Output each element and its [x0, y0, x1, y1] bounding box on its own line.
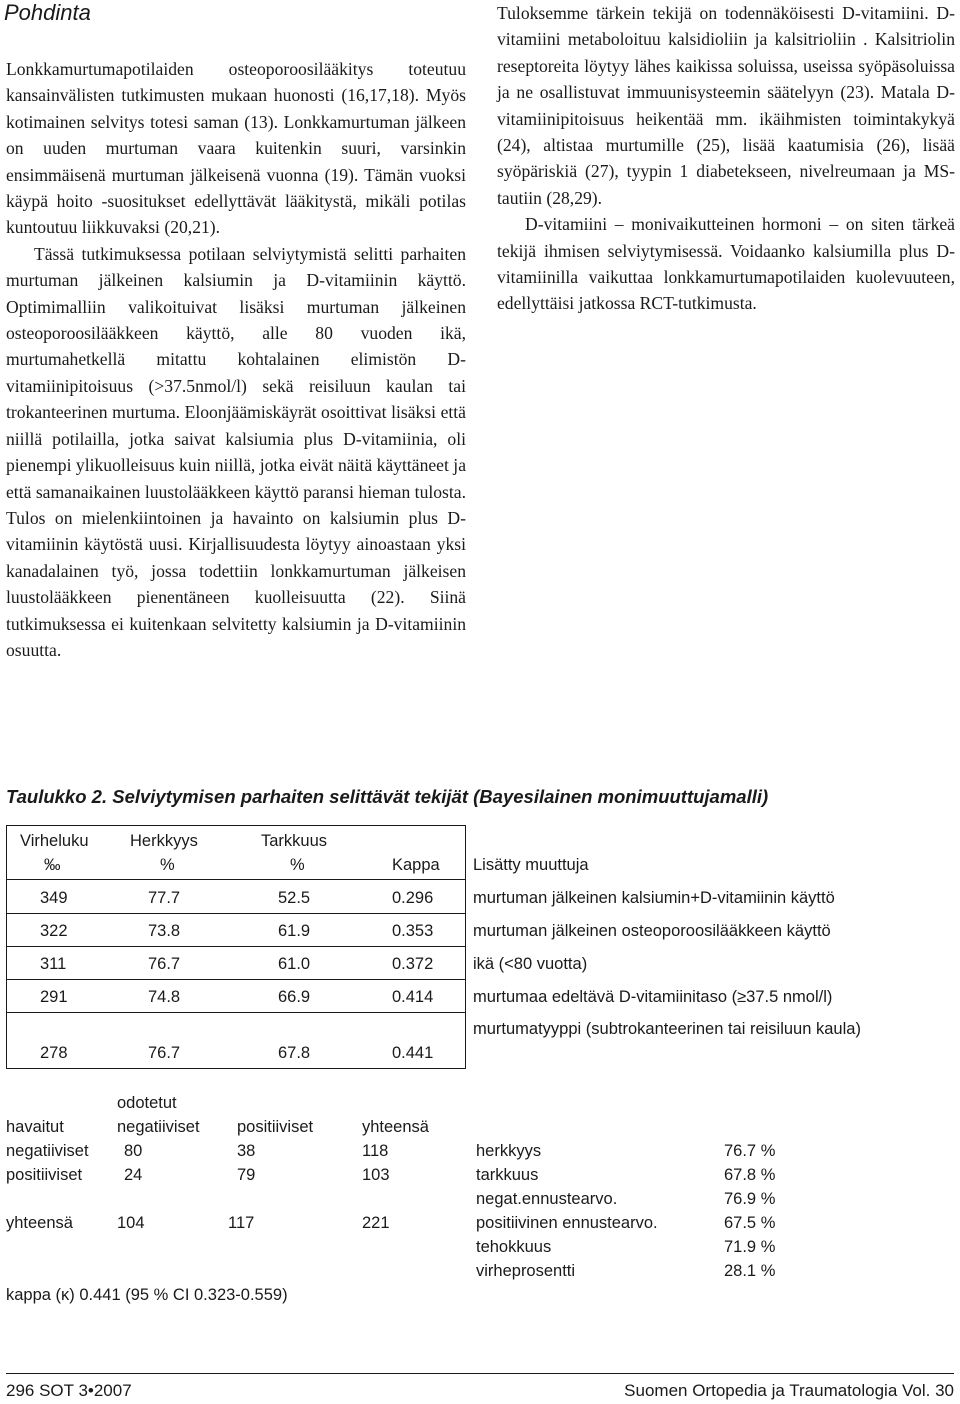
- cell-sensitivity: 74.8: [148, 988, 181, 1006]
- header-error-unit: ‰: [44, 856, 61, 874]
- cell-variable: murtuman jälkeinen osteoporoosilääkkeen käyttö: [473, 922, 831, 940]
- col-positives: positiiviset: [237, 1118, 314, 1136]
- footer-journal: Suomen Ortopedia ja Traumatologia Vol. 30: [624, 1381, 954, 1400]
- metric-label: positiivinen ennustearvo.: [476, 1214, 658, 1232]
- cell-value: 104: [117, 1214, 145, 1232]
- cell-value: 118: [362, 1142, 389, 1160]
- metric-value: 67.5 %: [724, 1214, 776, 1232]
- col-negatives: negatiiviset: [117, 1118, 200, 1136]
- table-rule: [6, 1012, 466, 1013]
- metric-label: virheprosentti: [476, 1262, 576, 1280]
- header-specificity-unit: %: [290, 856, 305, 874]
- cell-specificity: 67.8: [278, 1044, 311, 1062]
- footer-page-info: 296 SOT 3•2007: [6, 1381, 132, 1400]
- cell-value: 103: [362, 1166, 390, 1184]
- cell-variable: murtumaa edeltävä D-vitamiinitaso (≥37.5 nmol/l): [473, 988, 833, 1006]
- table-rule: [6, 913, 466, 914]
- paragraph: Tässä tutkimuksessa potilaan selviytymistä selitti parhaiten murtuman jälkeinen kalsiumin ja D-vitamiinin käyttö. Optimimalliin valikoituivat lisäksi murtuman jälkeinen osteoporoosilääkkeen käyttö, alle 80 vuoden ikä, murtumahetkellä mitattu kohtalainen elimistön D-vitamiinipitoisuus (>37.5nmol/l) sekä reisiluun kaulan tai trokanteerinen murtuma. Eloonjäämiskäyrät osoittivat lisäksi että niillä potilailla, jotka saivat kalsiumia plus D-vitamiinia, oli pienempi ylikuolleisuus kuin niillä, jotka eivät näitä käyttäneet ja että samanaikainen luustolääkkeen käyttö paransi hieman tulosta. Tulos on mielenkiintoinen ja havainto on kalsiumin plus D-vitamiinin käytöstä uusi. Kirjallisuudesta löytyy ainoastaan yksi kanadalainen työ, jossa todettiin lonkkamurtuman jälkeisen luustolääkkeen pienentäneen kuolleisuutta (22). Siinä tutkimuksessa ei kuitenkaan selvitetty kalsiumin ja D-vitamiinin osuutta.: [6, 243, 466, 660]
- cell-error: 278: [40, 1044, 68, 1062]
- table-rule: [6, 825, 466, 826]
- cell-variable: ikä (<80 vuotta): [473, 955, 588, 973]
- row-label: positiiviset: [6, 1166, 83, 1184]
- header-specificity: Tarkkuus: [261, 832, 328, 850]
- cell-value: 38: [237, 1142, 256, 1160]
- row-label: negatiiviset: [6, 1142, 89, 1160]
- metric-value: 76.9 %: [724, 1190, 776, 1208]
- left-text-column: [6, 56, 466, 663]
- metric-label: herkkyys: [476, 1142, 542, 1160]
- table-rule: [6, 879, 466, 880]
- table-rule: [465, 825, 466, 1069]
- table-rule: [6, 979, 466, 980]
- metric-label: tehokkuus: [476, 1238, 552, 1256]
- cell-sensitivity: 77.7: [148, 889, 181, 907]
- cell-specificity: 66.9: [278, 988, 311, 1006]
- metric-label: negat.ennustearvo.: [476, 1190, 618, 1208]
- kappa-summary: kappa (κ) 0.441 (95 % CI 0.323-0.559): [6, 1286, 288, 1304]
- cell-kappa: 0.414: [392, 988, 434, 1006]
- paragraph: Tuloksemme tärkein tekijä on todennäköisesti D-vitamiini. D-vitamiini metaboloituu kalsidioliin ja kalsitrioliin . Kalsitriolin reseptoreita löytyy lähes kaikissa soluissa, useissa syöpäsoluissa ja ne osallistuvat immuunisysteemin säätelyyn (23). Matala D-vitamiinipitoisuus heikentää mm. ikäihmisten toimintakykyä (24), altistaa murtumille (25), lisää kaatumisia (26), lisää syöpäriskiä (27), tyypin 1 diabetekseen, nivelreumaan ja MS-tautiin (28,29).: [497, 3, 955, 208]
- cell-specificity: 61.9: [278, 922, 311, 940]
- metric-value: 67.8 %: [724, 1166, 776, 1184]
- cell-kappa: 0.372: [392, 955, 434, 973]
- cell-error: 311: [40, 955, 67, 973]
- table-rule: [6, 1068, 466, 1069]
- table-rule: [6, 825, 7, 1069]
- header-variable: Lisätty muuttuja: [473, 856, 589, 874]
- header-error-rate: Virheluku: [20, 832, 89, 850]
- header-sensitivity-unit: %: [160, 856, 175, 874]
- cell-specificity: 52.5: [278, 889, 311, 907]
- cell-error: 349: [40, 889, 68, 907]
- cell-value: 80: [124, 1142, 143, 1160]
- metric-value: 71.9 %: [724, 1238, 776, 1256]
- metric-label: tarkkuus: [476, 1166, 539, 1184]
- metric-value: 28.1 %: [724, 1262, 776, 1280]
- cell-kappa: 0.441: [392, 1044, 434, 1062]
- row-label: yhteensä: [6, 1214, 73, 1232]
- cell-value: 117: [228, 1214, 255, 1232]
- paragraph: D-vitamiini – monivaikutteinen hormoni – on siten tärkeä tekijä ihmisen selviytymisessä. Voidaanko kalsiumilla plus D-vitamiinilla vaikuttaa lonkkamurtumapotilaiden kuolevuuteen, edellyttäisi jatkossa RCT-tutkimusta.: [497, 214, 955, 314]
- cell-specificity: 61.0: [278, 955, 311, 973]
- table-caption-text: Selviytymisen parhaiten selittävät tekijät (Bayesilainen monimuuttujamalli): [112, 786, 769, 807]
- cell-sensitivity: 76.7: [148, 955, 181, 973]
- cell-value: 221: [362, 1214, 390, 1232]
- cell-variable: murtuman jälkeinen kalsiumin+D-vitamiinin käyttö: [473, 889, 835, 907]
- expected-label: odotetut: [117, 1094, 177, 1112]
- header-sensitivity: Herkkyys: [130, 832, 198, 850]
- cell-error: 291: [40, 988, 68, 1006]
- header-kappa: Kappa: [392, 856, 440, 874]
- col-total: yhteensä: [362, 1118, 429, 1136]
- table-caption: [6, 786, 768, 808]
- observed-label: havaitut: [6, 1118, 64, 1136]
- cell-kappa: 0.353: [392, 922, 434, 940]
- cell-value: 79: [237, 1166, 256, 1184]
- cell-error: 322: [40, 922, 68, 940]
- right-text-column: [497, 0, 955, 317]
- section-title: Pohdinta: [4, 0, 91, 25]
- paragraph: Lonkkamurtumapotilaiden osteoporoosilääkitys toteutuu kansainvälisten tutkimusten mukaan huonosti (16,17,18). Myös kotimainen selvitys totesi saman (13). Lonkkamurtuman jälkeen on uuden murtuman vaara kuitenkin suuri, varsinkin ensimmäisenä murtuman jälkeisenä vuonna (19). Tämän vuoksi käypä hoito -suositukset edellyttävät lääkitystä, mikäli potilas kuntoutuu liikkuvaksi (20,21).: [6, 59, 466, 238]
- table-rule: [6, 946, 466, 947]
- cell-value: 24: [124, 1166, 143, 1184]
- cell-sensitivity: 73.8: [148, 922, 181, 940]
- table-caption-label: Taulukko 2.: [6, 786, 108, 807]
- cell-kappa: 0.296: [392, 889, 434, 907]
- metric-value: 76.7 %: [724, 1142, 776, 1160]
- cell-sensitivity: 76.7: [148, 1044, 181, 1062]
- footer-rule: [6, 1373, 954, 1374]
- cell-variable: murtumatyyppi (subtrokanteerinen tai reisiluun kaula): [473, 1020, 861, 1038]
